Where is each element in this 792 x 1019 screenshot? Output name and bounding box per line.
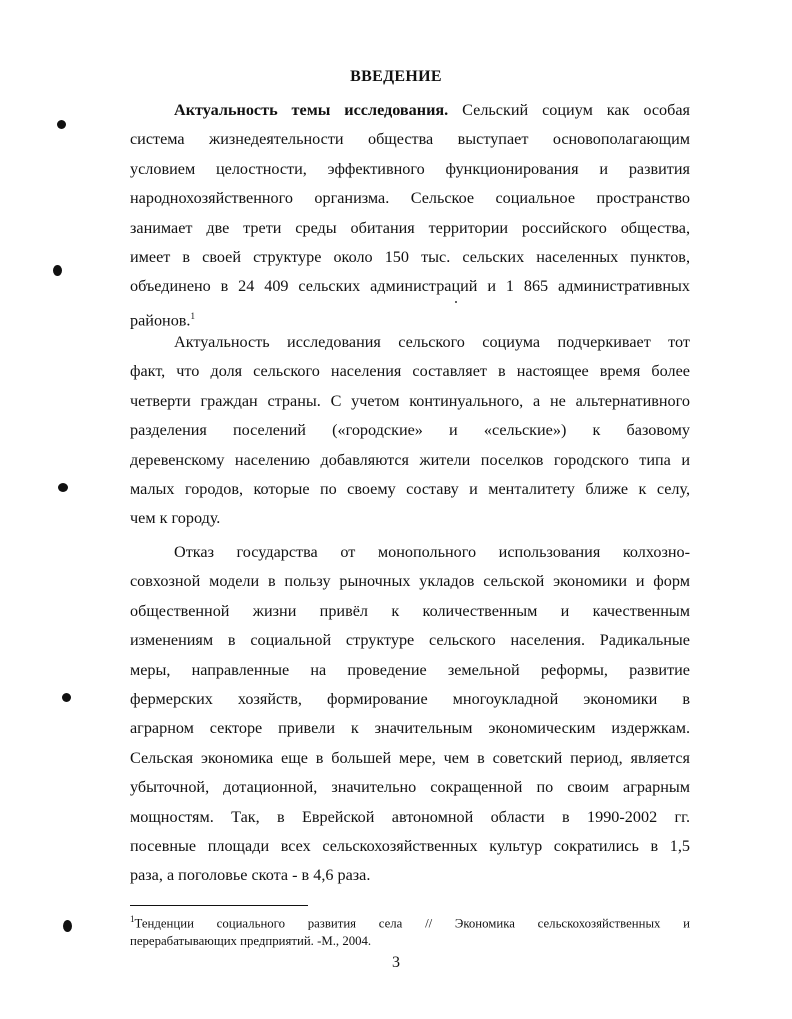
footnote-line: $^1$Тенденции социального развития села // Экономика сельскохозяйственных и	[130, 914, 690, 931]
paragraph-line: меры, направленные на проведение земельной реформы, развитие	[130, 660, 690, 679]
paragraph-line: занимает две трети среды обитания территории российского общества,	[130, 218, 690, 237]
paragraph-line: деревенскому населению добавляются жители поселков городского типа и	[130, 450, 690, 469]
paragraph-line: общественной жизни привёл к количественным и качественным	[130, 601, 690, 620]
paragraph-line: четверти граждан страны. С учетом континуального, а не альтернативного	[130, 391, 690, 410]
paragraph-line: раза, а поголовье скота - в 4,6 раза.	[130, 866, 371, 885]
footnote-line: перерабатывающих предприятий. -М., 2004.	[130, 934, 372, 949]
paragraph-line: условием целостности, эффективного функционирования и развития	[130, 159, 690, 178]
paragraph-line: чем к городу.	[130, 509, 221, 528]
paragraph-line: малых городов, которые по своему составу и менталитету ближе к селу,	[130, 480, 690, 499]
paragraph-line: мощностям. Так, в Еврейской автономной области в 1990-2002 гг.	[130, 807, 690, 826]
paragraph-line: объединено в 24 409 сельских администраций и 1 865 административных	[130, 277, 690, 296]
paragraph-line: Актуальность темы исследования. Сельский социум как особая	[174, 101, 690, 119]
scan-mark-4	[62, 693, 71, 702]
paragraph-relevance	[130, 96, 690, 336]
paragraph-line: Актуальность исследования сельского социума подчеркивает тот	[174, 333, 690, 351]
paragraph-line: убыточной, дотационной, значительно сокращенной по своим аграрным	[130, 778, 690, 797]
paragraph-line: народнохозяйственного организма. Сельское социальное пространство	[130, 189, 690, 208]
paragraph-line: изменениям в социальной структуре сельского населения. Радикальные	[130, 631, 690, 650]
paragraph-line: посевные площади всех сельскохозяйственных культур сократились в 1,5	[130, 837, 690, 856]
page-title: ВВЕДЕНИЕ	[350, 68, 442, 85]
paragraph-line: имеет в своей структуре около 150 тыс. сельских населенных пунктов,	[130, 248, 690, 267]
paragraph-line: фермерских хозяйств, формирование многоукладной экономики в	[130, 690, 690, 709]
paragraph-rural-population	[130, 328, 690, 534]
paragraph-line: аграрном секторе привели к значительным экономическим издержкам.	[130, 719, 690, 738]
lead-phrase: Актуальность темы исследования.	[174, 101, 449, 119]
paragraph-line: районов.$^1$	[130, 310, 195, 330]
paragraph-line: факт, что доля сельского населения составляет в настоящее время более	[130, 362, 690, 381]
footnote	[130, 910, 690, 950]
footnote-reference[interactable]: 1	[190, 310, 195, 321]
paragraph-line: разделения поселений («городские» и «сельские») к базовому	[130, 421, 690, 440]
paragraph-line: Сельская экономика еще в большей мере, чем в советский период, является	[130, 748, 690, 767]
scan-mark-3	[58, 483, 68, 492]
scan-mark-1	[57, 120, 66, 129]
footnote-divider	[130, 905, 308, 906]
footnote-marker: 1	[130, 914, 135, 924]
paragraph-state-policy	[130, 538, 690, 891]
page-number: 3	[392, 954, 400, 971]
scan-mark-5	[63, 920, 72, 932]
scan-mark-2	[53, 265, 62, 276]
paragraph-line: Отказ государства от монопольного использования колхозно-	[174, 543, 690, 561]
paragraph-line: система жизнедеятельности общества выступает основополагающим	[130, 130, 690, 149]
paragraph-line: совхозной модели в пользу рыночных укладов сельской экономики и форм	[130, 572, 690, 591]
